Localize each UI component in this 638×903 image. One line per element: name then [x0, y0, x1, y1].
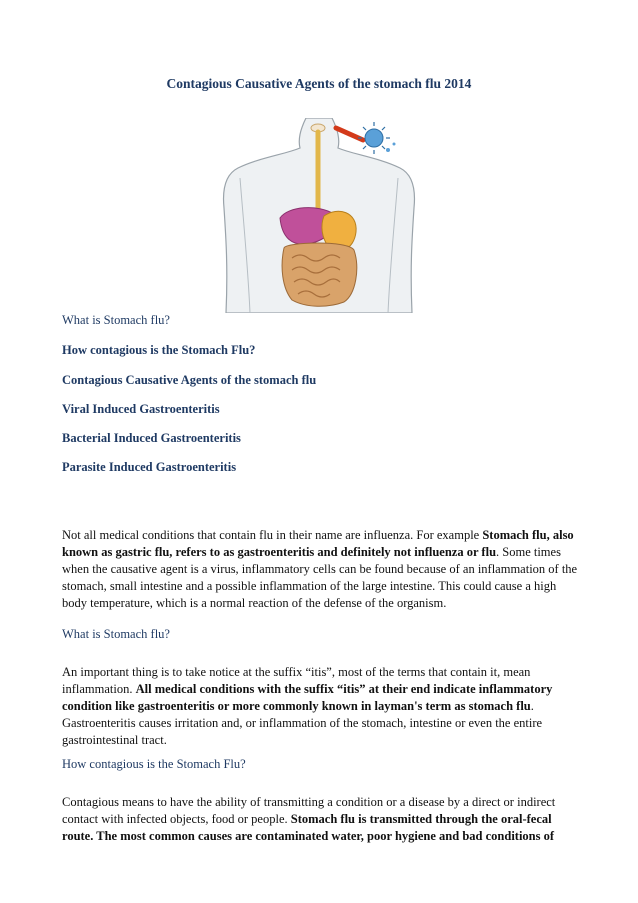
section1-text-1: An important thing is to take notice at the suffix “itis”, most of the terms that contain it, mean inflammation. — [62, 665, 531, 696]
section2-text-1: Contagious means to have the ability of transmitting a condition or a disease by a direct or indirect contact with infected objects, food or people. — [62, 795, 556, 826]
toc-link-what-is-stomach-flu[interactable]: What is Stomach flu? — [62, 313, 170, 327]
section1-paragraph — [62, 664, 582, 749]
intro-paragraph — [62, 527, 582, 612]
toc-link-how-contagious[interactable]: How contagious is the Stomach Flu? — [62, 343, 256, 357]
torso-figure — [188, 118, 450, 313]
section-heading-what-is-stomach-flu: What is Stomach flu? — [62, 627, 170, 641]
section1-text-2: . Gastroenteritis causes irritation and, or inflammation of the stomach, intestine or even the entire gastrointestinal tract. — [62, 699, 543, 747]
section2-paragraph — [62, 794, 582, 845]
toc-link-causative-agents[interactable]: Contagious Causative Agents of the stomach flu — [62, 373, 317, 387]
digestive-system-illustration — [188, 118, 450, 313]
section2-bold-1: Stomach flu is transmitted through the oral-fecal route. The most common causes are contaminated water, poor hygiene and bad conditions of — [62, 812, 555, 843]
toc-link-bacterial[interactable]: Bacterial Induced Gastroenteritis — [62, 431, 241, 445]
toc-link-viral[interactable]: Viral Induced Gastroenteritis — [62, 402, 220, 416]
intro-bold-1: Stomach flu, also known as gastric flu, refers to as gastroenteritis and definitely not influenza or flu — [62, 528, 574, 559]
intro-text-1: Not all medical conditions that contain flu in their name are influenza. For example — [62, 528, 483, 542]
intro-text-2: . Some times when the causative agent is a virus, inflammatory cells can be found because of an inflammation of the stomach, small intestine and a possible inflammation of the large intestine. This could cause a high body temperature, which is a normal reaction of the defense of the organism. — [62, 545, 578, 610]
toc-link-parasite[interactable]: Parasite Induced Gastroenteritis — [62, 460, 237, 474]
section1-bold-1: All medical conditions with the suffix “itis” at their end indicate inflammatory condition like gastroenteritis or more commonly known in layman's term as stomach flu — [62, 682, 553, 713]
document-title: Contagious Causative Agents of the stomach flu 2014 — [166, 76, 472, 91]
section-heading-how-contagious: How contagious is the Stomach Flu? — [62, 757, 246, 771]
